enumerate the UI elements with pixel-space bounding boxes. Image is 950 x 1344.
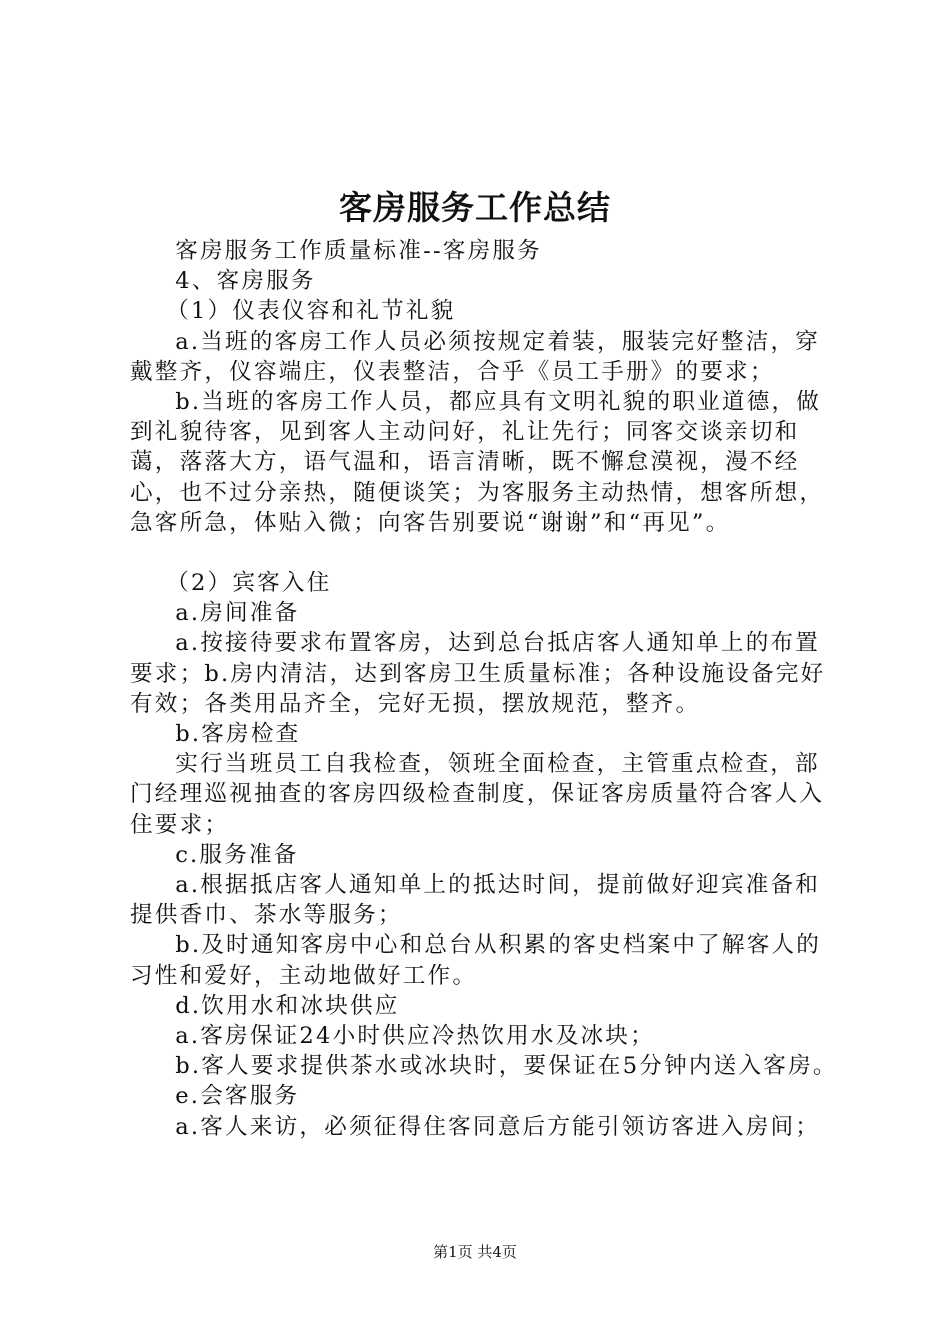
paragraph-subheading-1: （1）仪表仪容和礼节礼貌 (166, 298, 456, 325)
paragraph-item: a.当班的客房工作人员必须按规定着装，服装完好整洁，穿戴整齐，仪容端庄，仪表整洁，合乎《员工手册》的要求； (130, 328, 821, 385)
document-body (130, 236, 840, 1142)
paragraph-item-heading: b.客房检查 (175, 721, 301, 748)
paragraph-item: a.根据抵店客人通知单上的抵达时间，提前做好迎宾准备和提供香巾、茶水等服务； (130, 872, 821, 929)
paragraph-subheading-2: （2）宾客入住 (166, 570, 332, 597)
paragraph-item: b.当班的客房工作人员，都应具有文明礼貌的职业道德，做到礼貌待客，见到客人主动问好，礼让先行；同客交谈亲切和蔼，落落大方，语气温和，语言清晰，既不懈怠漠视，漫不经心，也不过分亲热，随便谈笑；为客服务主动热情，想客所想，急客所急，体贴入微；向客告别要说“谢谢”和“再见”。 (130, 389, 825, 536)
blank-line (130, 538, 840, 568)
paragraph-item-heading: c.服务准备 (175, 841, 299, 868)
paragraph-item-heading: a.房间准备 (175, 600, 300, 627)
page-footer: 第1页 共4页 (433, 1243, 517, 1261)
paragraph-subtitle: 客房服务工作质量标准--客房服务 (175, 238, 542, 264)
paragraph-item-heading: e.会客服务 (175, 1083, 300, 1110)
paragraph-item: a.按接待要求布置客房，达到总台抵店客人通知单上的布置要求；b.房内清洁，达到客房卫生质量标准；各种设施设备完好有效；各类用品齐全，完好无损，摆放规范，整齐。 (130, 630, 826, 717)
paragraph-item: b.客人要求提供茶水或冰块时，要保证在5分钟内送入客房。 (175, 1053, 838, 1080)
paragraph-item: a.客房保证24小时供应冷热饮用水及冰块； (175, 1023, 655, 1050)
paragraph-item: a.客人来访，必须征得住客同意后方能引领访客进入房间； (175, 1113, 821, 1140)
paragraph-item: b.及时通知客房中心和总台从积累的客史档案中了解客人的习性和爱好，主动地做好工作。 (130, 932, 822, 989)
document-title: 客房服务工作总结 (339, 188, 611, 227)
paragraph-item: 实行当班员工自我检查，领班全面检查，主管重点检查，部门经理巡视抽查的客房四级检查制度，保证客房质量符合客人入住要求； (130, 751, 825, 838)
paragraph-section-heading: 4、客房服务 (175, 268, 316, 295)
paragraph-item-heading: d.饮用水和冰块供应 (175, 992, 400, 1019)
